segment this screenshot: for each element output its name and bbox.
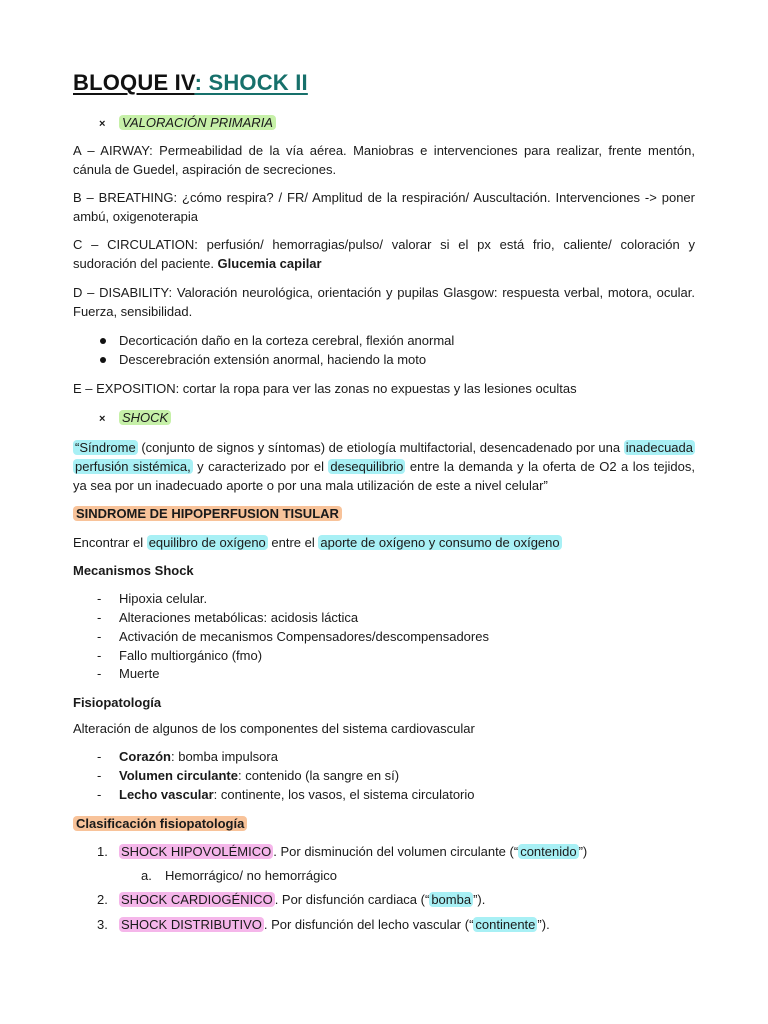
list-number: 1. (97, 844, 108, 859)
term-bold: Corazón (119, 749, 171, 764)
list-item-text (119, 890, 485, 909)
highlight-desequilibrio: desequilibrio (330, 459, 404, 474)
highlight-term: contenido (520, 844, 577, 859)
dash-marker: - (97, 610, 102, 625)
fisiopatologia-intro: Alteración de algunos de los componentes del sistema cardiovascular (73, 721, 475, 736)
sub-list-text: Hemorrágico/ no hemorrágico (165, 868, 337, 883)
mecanismos-heading: Mecanismos Shock (73, 563, 194, 578)
term-rest: : continente, los vasos, el sistema circulatorio (213, 787, 475, 802)
highlight-sindrome: “Síndrome (75, 440, 136, 455)
sub-list-letter: a. (141, 868, 152, 883)
page-title (73, 70, 308, 96)
highlight-shock-type: SHOCK HIPOVOLÉMICO (121, 844, 272, 859)
disability-paragraph: D – DISABILITY: Valoración neurológica, orientación y pupilas Glasgow: respuesta verbal, motora, ocular. Fuerza, sensibilidad. (73, 285, 695, 319)
sindrome-heading-label: SINDROME DE HIPOPERFUSION TISULAR (73, 506, 342, 521)
bullet-icon (100, 357, 106, 363)
dash-marker: - (97, 787, 102, 802)
dash-marker: - (97, 666, 102, 681)
highlight-term: bomba (431, 892, 472, 907)
list-item-text: Alteraciones metabólicas: acidosis láctica (119, 610, 359, 625)
section-valoracion-label: VALORACIÓN PRIMARIA (122, 115, 273, 130)
section-shock (99, 408, 171, 429)
term-rest: : bomba impulsora (171, 749, 278, 764)
dash-marker: - (97, 629, 102, 644)
definition-text-1: (conjunto de signos y síntomas) de etiología multifactorial, desencadenado por una (137, 440, 624, 455)
fisiopatologia-heading: Fisiopatología (73, 695, 162, 710)
equilibrio-text-2: entre el (267, 535, 319, 550)
clasificacion-heading (73, 814, 695, 833)
highlight-aporte: aporte de oxígeno y consumo de oxígeno (320, 535, 560, 550)
list-item-text (119, 842, 587, 861)
section-valoracion (99, 113, 276, 134)
highlight-shock-type: SHOCK DISTRIBUTIVO (121, 917, 262, 932)
equilibrio-text-1: Encontrar el (73, 535, 147, 550)
list-item-text: Muerte (119, 666, 160, 681)
circulation-paragraph (73, 235, 695, 273)
list-item-text (119, 785, 475, 804)
list-item-text: Hipoxia celular. (119, 591, 208, 606)
item-end: ”). (473, 892, 486, 907)
title-part2: : SHOCK II (194, 70, 308, 95)
definition-paragraph (73, 438, 695, 495)
list-item-text (119, 747, 278, 766)
list-item-text (119, 766, 399, 785)
section-shock-label: SHOCK (122, 410, 169, 425)
item-text: . Por disfunción del lecho vascular (“ (263, 917, 474, 932)
list-item-text: Fallo multiorgánico (fmo) (119, 648, 263, 663)
x-bullet-icon: × (99, 413, 106, 425)
list-item-text (119, 915, 550, 934)
list-item-text: Decorticación daño en la corteza cerebral, flexión anormal (119, 333, 455, 348)
highlight-equilibrio: equilibro de oxígeno (148, 535, 266, 550)
definition-text-2: y caracterizado por el (192, 459, 329, 474)
dash-marker: - (97, 591, 102, 606)
dash-marker: - (97, 648, 102, 663)
highlight-inadecuada: inadecuada (625, 440, 693, 455)
sindrome-heading (73, 504, 695, 523)
x-bullet-icon: × (99, 118, 106, 130)
equilibrio-paragraph (73, 533, 695, 552)
list-item-text: Descerebración extensión anormal, haciendo la moto (119, 352, 427, 367)
dash-marker: - (97, 749, 102, 764)
term-bold: Volumen circulante (119, 768, 238, 783)
clasificacion-heading-label: Clasificación fisiopatología (73, 816, 247, 831)
bullet-icon (100, 338, 106, 344)
item-text: . Por disfunción cardiaca (“ (274, 892, 430, 907)
circulation-bold: Glucemia capilar (217, 256, 322, 271)
exposition-paragraph: E – EXPOSITION: cortar la ropa para ver las zonas no expuestas y las lesiones ocultas (73, 381, 577, 396)
list-number: 2. (97, 892, 108, 907)
list-item-text: Activación de mecanismos Compensadores/descompensadores (119, 629, 489, 644)
item-end: ”) (578, 844, 588, 859)
title-part1: BLOQUE IV (73, 70, 195, 95)
term-bold: Lecho vascular (119, 787, 214, 802)
circulation-text: C – CIRCULATION: perfusión/ hemorragias/pulso/ valorar si el px está frio, caliente/ coloración y sudoración del paciente. (73, 237, 695, 271)
list-number: 3. (97, 917, 108, 932)
item-end: ”). (537, 917, 550, 932)
definition-text-3: entre la demanda y la oferta de O2 a los tejidos, ya sea por un inadecuado aporte o por una mala utilización de este a nivel celular” (73, 459, 695, 493)
airway-paragraph: A – AIRWAY: Permeabilidad de la vía aérea. Maniobras e intervenciones para realizar, frente mentón, cánula de Guedel, aspiración de secreciones. (73, 143, 695, 177)
highlight-term: continente (475, 917, 536, 932)
item-text: . Por disminución del volumen circulante (“ (273, 844, 519, 859)
dash-marker: - (97, 768, 102, 783)
highlight-shock-type: SHOCK CARDIOGÉNICO (121, 892, 273, 907)
highlight-perfusion: perfusión sistémica, (75, 459, 191, 474)
breathing-paragraph: B – BREATHING: ¿cómo respira? / FR/ Amplitud de la respiración/ Auscultación. Intervenciones -> poner ambú, oxigenoterapia (73, 190, 695, 224)
term-rest: : contenido (la sangre en sí) (237, 768, 400, 783)
